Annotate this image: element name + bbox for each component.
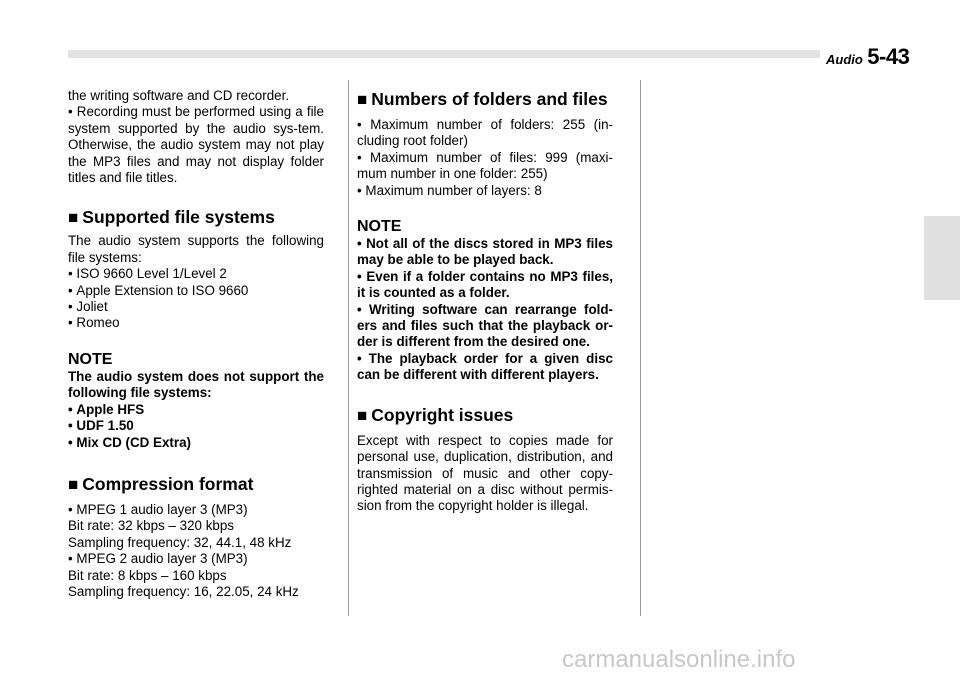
page-number: 5-43 (867, 44, 910, 69)
list-item: • The playback order for a given disc can be different with different players. (357, 351, 613, 384)
list-item: • Romeo (68, 315, 324, 331)
section-heading: ■ Numbers of folders and files (357, 89, 608, 109)
page-header (826, 44, 944, 68)
square-bullet-icon: ■ (357, 90, 368, 109)
note-text: The audio system does not support the following file systems: (68, 368, 324, 401)
list-item: • MPEG 2 audio layer 3 (MP3) (68, 551, 324, 567)
list-item: • Apple Extension to ISO 9660 (68, 283, 324, 299)
list-item: • MPEG 1 audio layer 3 (MP3) (68, 502, 324, 518)
list-item: • Maximum number of layers: 8 (357, 183, 613, 199)
square-bullet-icon: ■ (68, 208, 79, 228)
column-divider (348, 80, 349, 616)
list-item: • Recording must be performed using a file system supported by the audio sys-tem. Otherwise, the audio system may not play the MP3 files and may not display folder titles and file titles. (68, 104, 324, 186)
list-item: • UDF 1.50 (68, 418, 324, 434)
square-bullet-icon: ■ (357, 405, 368, 425)
section-heading: ■ Copyright issues (357, 404, 514, 425)
list-item: • Writing software can rearrange fold-ers and files such that the playback or-der is different from the desired one. (357, 302, 613, 351)
note-heading: NOTE (68, 350, 113, 368)
intro-text: the writing software and CD recorder. (68, 88, 290, 103)
note-heading: NOTE (357, 218, 402, 236)
watermark-text: carmanualsonline.info (562, 646, 796, 673)
list-item: • Mix CD (CD Extra) (68, 435, 324, 451)
list-item: • Maximum number of files: 999 (maxi-mum number in one folder: 255) (357, 150, 613, 183)
section-title: Audio (826, 52, 863, 67)
left-column (68, 88, 324, 600)
list-item: • Maximum number of folders: 255 (in-cluding root folder) (357, 117, 613, 150)
paragraph: Sampling frequency: 16, 22.05, 24 kHz (68, 583, 299, 599)
right-column (357, 88, 613, 515)
list-item: • Joliet (68, 299, 324, 315)
square-bullet-icon: ■ (68, 474, 79, 494)
section-heading: ■ Compression format (68, 473, 254, 494)
column-divider (640, 80, 641, 616)
paragraph: Bit rate: 8 kbps – 160 kbps (68, 567, 227, 583)
paragraph: Bit rate: 32 kbps – 320 kbps (68, 518, 234, 534)
list-item: • Apple HFS (68, 402, 324, 418)
paragraph: Except with respect to copies made for personal use, duplication, distribution, and transmission of music and other copy-righted material on a disc without permis-sion from the copyright holder is illegal. (357, 432, 613, 514)
list-item: • Even if a folder contains no MP3 files, it is counted as a folder. (357, 269, 613, 302)
section-heading: ■ Supported file systems (68, 207, 275, 228)
header-rule (68, 50, 820, 58)
chapter-thumb-tab (924, 216, 960, 300)
list-item: • Not all of the discs stored in MP3 files may be able to be played back. (357, 236, 613, 269)
paragraph: Sampling frequency: 32, 44.1, 48 kHz (68, 534, 292, 550)
paragraph: The audio system supports the following file systems: (68, 233, 324, 265)
list-item: • ISO 9660 Level 1/Level 2 (68, 266, 324, 282)
